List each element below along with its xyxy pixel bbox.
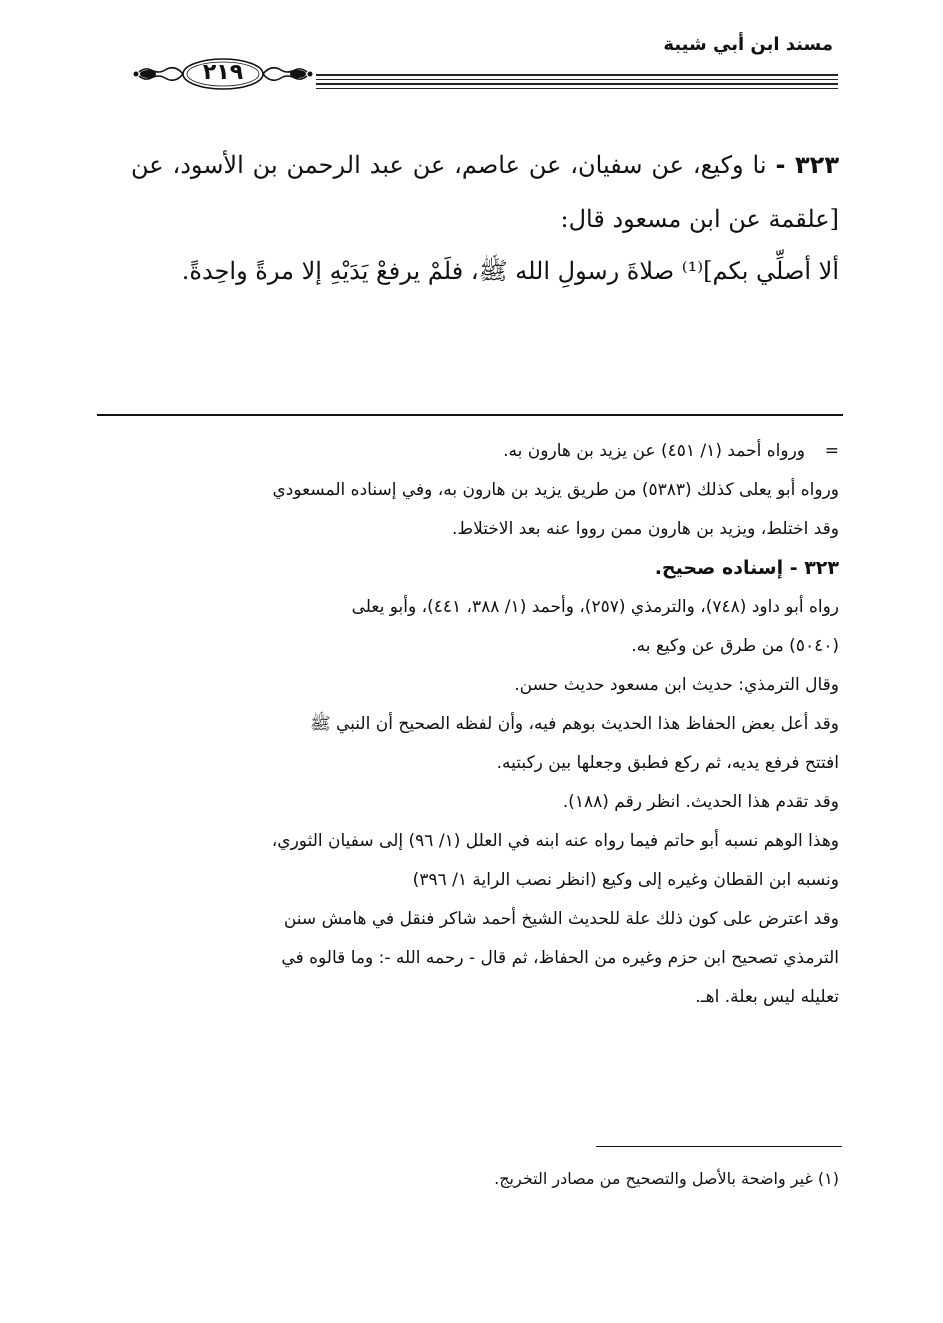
commentary-line: ونسبه ابن القطان وغيره إلى وكيع (انظر نصب الراية ١/ ٣٩٦) xyxy=(412,870,839,890)
commentary-line: (٥٠٤٠) من طرق عن وكيع به. xyxy=(631,636,839,656)
running-head-title: مسند ابن أبي شيبة xyxy=(663,34,833,55)
commentary-block xyxy=(139,432,839,1017)
commentary-line: ورواه أبو يعلى كذلك (٥٣٨٣) من طريق يزيد بن هارون به، وفي إسناده المسعودي xyxy=(272,480,839,500)
hadith-paragraph-1 xyxy=(131,138,839,246)
commentary-line: وقد اختلط، ويزيد بن هارون ممن رووا عنه بعد الاختلاط. xyxy=(452,519,839,539)
footnote: (١) غير واضحة بالأصل والتصحيح من مصادر التخريج. xyxy=(494,1169,839,1188)
hadith-number: ٣٢٣ - xyxy=(775,151,839,179)
commentary-line: رواه أبو داود (٧٤٨)، والترمذي (٢٥٧)، وأحمد (١/ ٣٨٨، ٤٤١)، وأبو يعلى xyxy=(351,597,839,617)
commentary-line: وقد اعترض على كون ذلك علة للحديث الشيخ أحمد شاكر فنقل في هامش سنن xyxy=(283,909,839,929)
header-rules xyxy=(316,74,838,92)
hadith-paragraph-2: ألا أصلِّي بكم]⁽¹⁾ صلاةَ رسولِ الله ﷺ، فلَمْ يرفعْ يَدَيْهِ إلا مرةً واحِدةً. xyxy=(181,257,839,285)
main-separator xyxy=(97,414,843,416)
commentary-line: وقال الترمذي: حديث ابن مسعود حديث حسن. xyxy=(514,675,839,695)
commentary-line: الترمذي تصحيح ابن حزم وغيره من الحفاظ، ثم قال - رحمه الله -: وما قالوه في xyxy=(281,948,839,968)
commentary-line: وقد تقدم هذا الحديث. انظر رقم (١٨٨). xyxy=(562,792,839,812)
commentary-heading: ٣٢٣ - إسناده صحيح. xyxy=(654,557,839,579)
commentary-line: =ورواه أحمد (١/ ٤٥١) عن يزيد بن هارون به. xyxy=(139,432,839,471)
page-number: ٢١٩ xyxy=(202,60,244,85)
commentary-line: وقد أعل بعض الحفاظ هذا الحديث بوهم فيه، وأن لفظه الصحيح أن النبي ﷺ xyxy=(310,714,839,734)
commentary-line: وهذا الوهم نسبه أبو حاتم فيما رواه عنه ابنه في العلل (١/ ٩٦) إلى سفيان الثوري، xyxy=(271,831,839,851)
commentary-line: تعليله ليس بعلة. اهـ. xyxy=(695,987,839,1007)
footnote-separator xyxy=(596,1146,842,1147)
continuation-mark: = xyxy=(824,441,839,461)
commentary-line: افتتح فرفع يديه، ثم ركع فطبق وجعلها بين ركبتيه. xyxy=(496,753,839,773)
hadith-text-1: نا وكيع، عن سفيان، عن عاصم، عن عبد الرحمن بن الأسود، عن [علقمة عن ابن مسعود قال: xyxy=(131,151,839,233)
